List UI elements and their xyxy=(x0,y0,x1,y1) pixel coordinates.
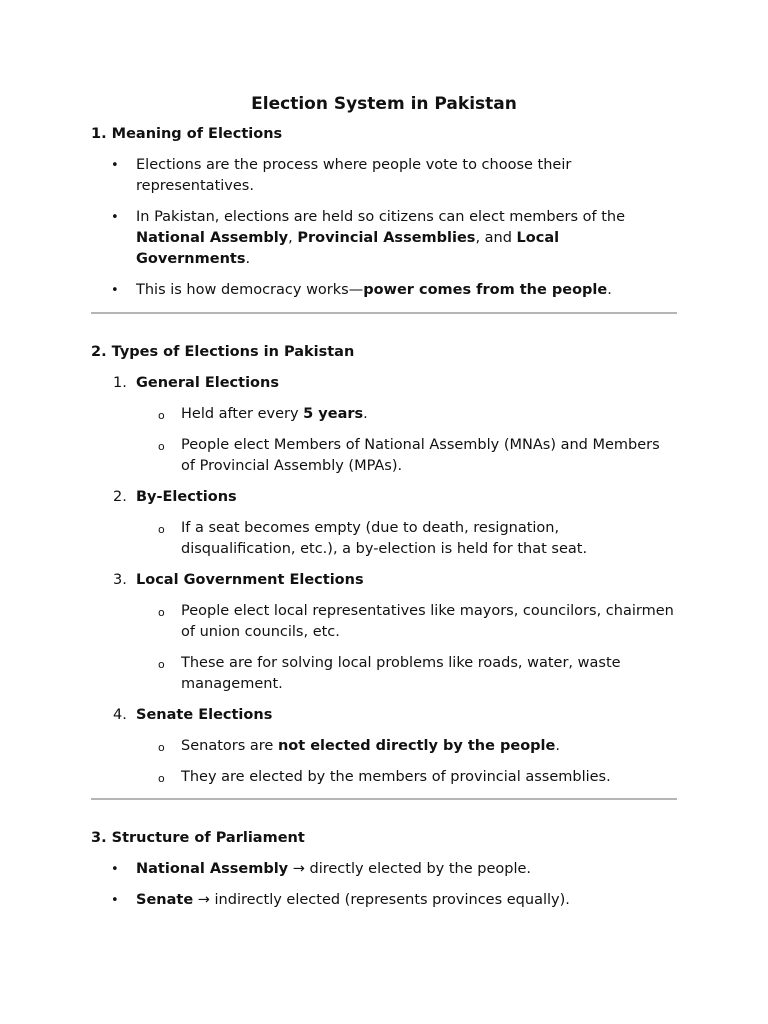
list-item xyxy=(91,570,677,695)
list-number: 1. xyxy=(113,375,127,391)
list-item xyxy=(91,207,677,270)
sub-list xyxy=(136,601,677,695)
sub-text: If a seat becomes empty (due to death, resignation, disqualification, etc.), a by-election is held for that seat. xyxy=(181,520,588,557)
bullet-text: This is how democracy works— xyxy=(136,282,364,298)
list-item xyxy=(91,859,677,880)
sub-list xyxy=(136,736,677,788)
sub-list-item xyxy=(136,767,677,788)
bold-term: National Assembly xyxy=(136,861,289,877)
sub-text: People elect local representatives like mayors, councilors, chairmen of union councils, etc. xyxy=(181,603,674,640)
election-type-title: Local Government Elections xyxy=(136,572,364,588)
list-item xyxy=(91,705,677,788)
sub-text: . xyxy=(555,738,560,754)
section-divider xyxy=(91,798,677,800)
bold-term: Provincial Assemblies xyxy=(297,230,476,246)
sub-list-item xyxy=(136,404,677,425)
document-page xyxy=(91,92,677,921)
list-item xyxy=(91,155,677,197)
bold-term: Senate xyxy=(136,892,194,908)
bullet-text: In Pakistan, elections are held so citizens can elect members of the xyxy=(136,209,626,225)
sub-list-item xyxy=(136,435,677,477)
sub-text: These are for solving local problems like roads, water, waste management. xyxy=(181,655,621,692)
sub-list-item xyxy=(136,518,677,560)
bullet-text: . xyxy=(607,282,612,298)
sub-list-item xyxy=(136,736,677,757)
sub-text: They are elected by the members of provincial assemblies. xyxy=(181,769,611,785)
section-heading-structure: 3. Structure of Parliament xyxy=(91,830,305,846)
bullet-text: , xyxy=(288,230,298,246)
list-number: 4. xyxy=(113,707,127,723)
sub-text: . xyxy=(363,406,368,422)
meaning-bullet-list xyxy=(91,155,677,301)
election-type-title: By-Elections xyxy=(136,489,237,505)
bullet-text: → indirectly elected (represents provinces equally). xyxy=(193,892,570,908)
section-heading-meaning: 1. Meaning of Elections xyxy=(91,126,283,142)
list-item xyxy=(91,890,677,911)
structure-bullet-list xyxy=(91,859,677,911)
sub-text: Senators are xyxy=(181,738,278,754)
sub-list-item xyxy=(136,601,677,643)
types-numbered-list xyxy=(91,373,677,788)
section-heading-types: 2. Types of Elections in Pakistan xyxy=(91,344,355,360)
election-type-title: General Elections xyxy=(136,375,279,391)
bullet-text: . xyxy=(245,251,251,267)
sub-text: People elect Members of National Assembly (MNAs) and Members of Provincial Assembly (MPAs). xyxy=(181,437,660,474)
sub-list-item xyxy=(136,653,677,695)
section-divider xyxy=(91,312,677,314)
list-number: 2. xyxy=(113,489,127,505)
bold-term: Local Governments xyxy=(136,230,560,267)
bold-term: power comes from the people xyxy=(363,282,608,298)
bold-term: National Assembly xyxy=(136,230,289,246)
list-number: 3. xyxy=(113,572,127,588)
document-title: Election System in Pakistan xyxy=(251,94,517,114)
sub-list xyxy=(136,518,677,560)
list-item xyxy=(91,280,677,301)
sub-text: Held after every xyxy=(181,406,304,422)
bullet-text: Elections are the process where people vote to choose their representatives. xyxy=(136,157,572,194)
list-item xyxy=(91,487,677,560)
bullet-text: , and xyxy=(475,230,517,246)
bold-term: not elected directly by the people xyxy=(277,738,556,754)
list-item xyxy=(91,373,677,477)
sub-list xyxy=(136,404,677,477)
election-type-title: Senate Elections xyxy=(136,707,273,723)
bullet-text: → directly elected by the people. xyxy=(288,861,532,877)
bold-term: 5 years xyxy=(303,406,364,422)
